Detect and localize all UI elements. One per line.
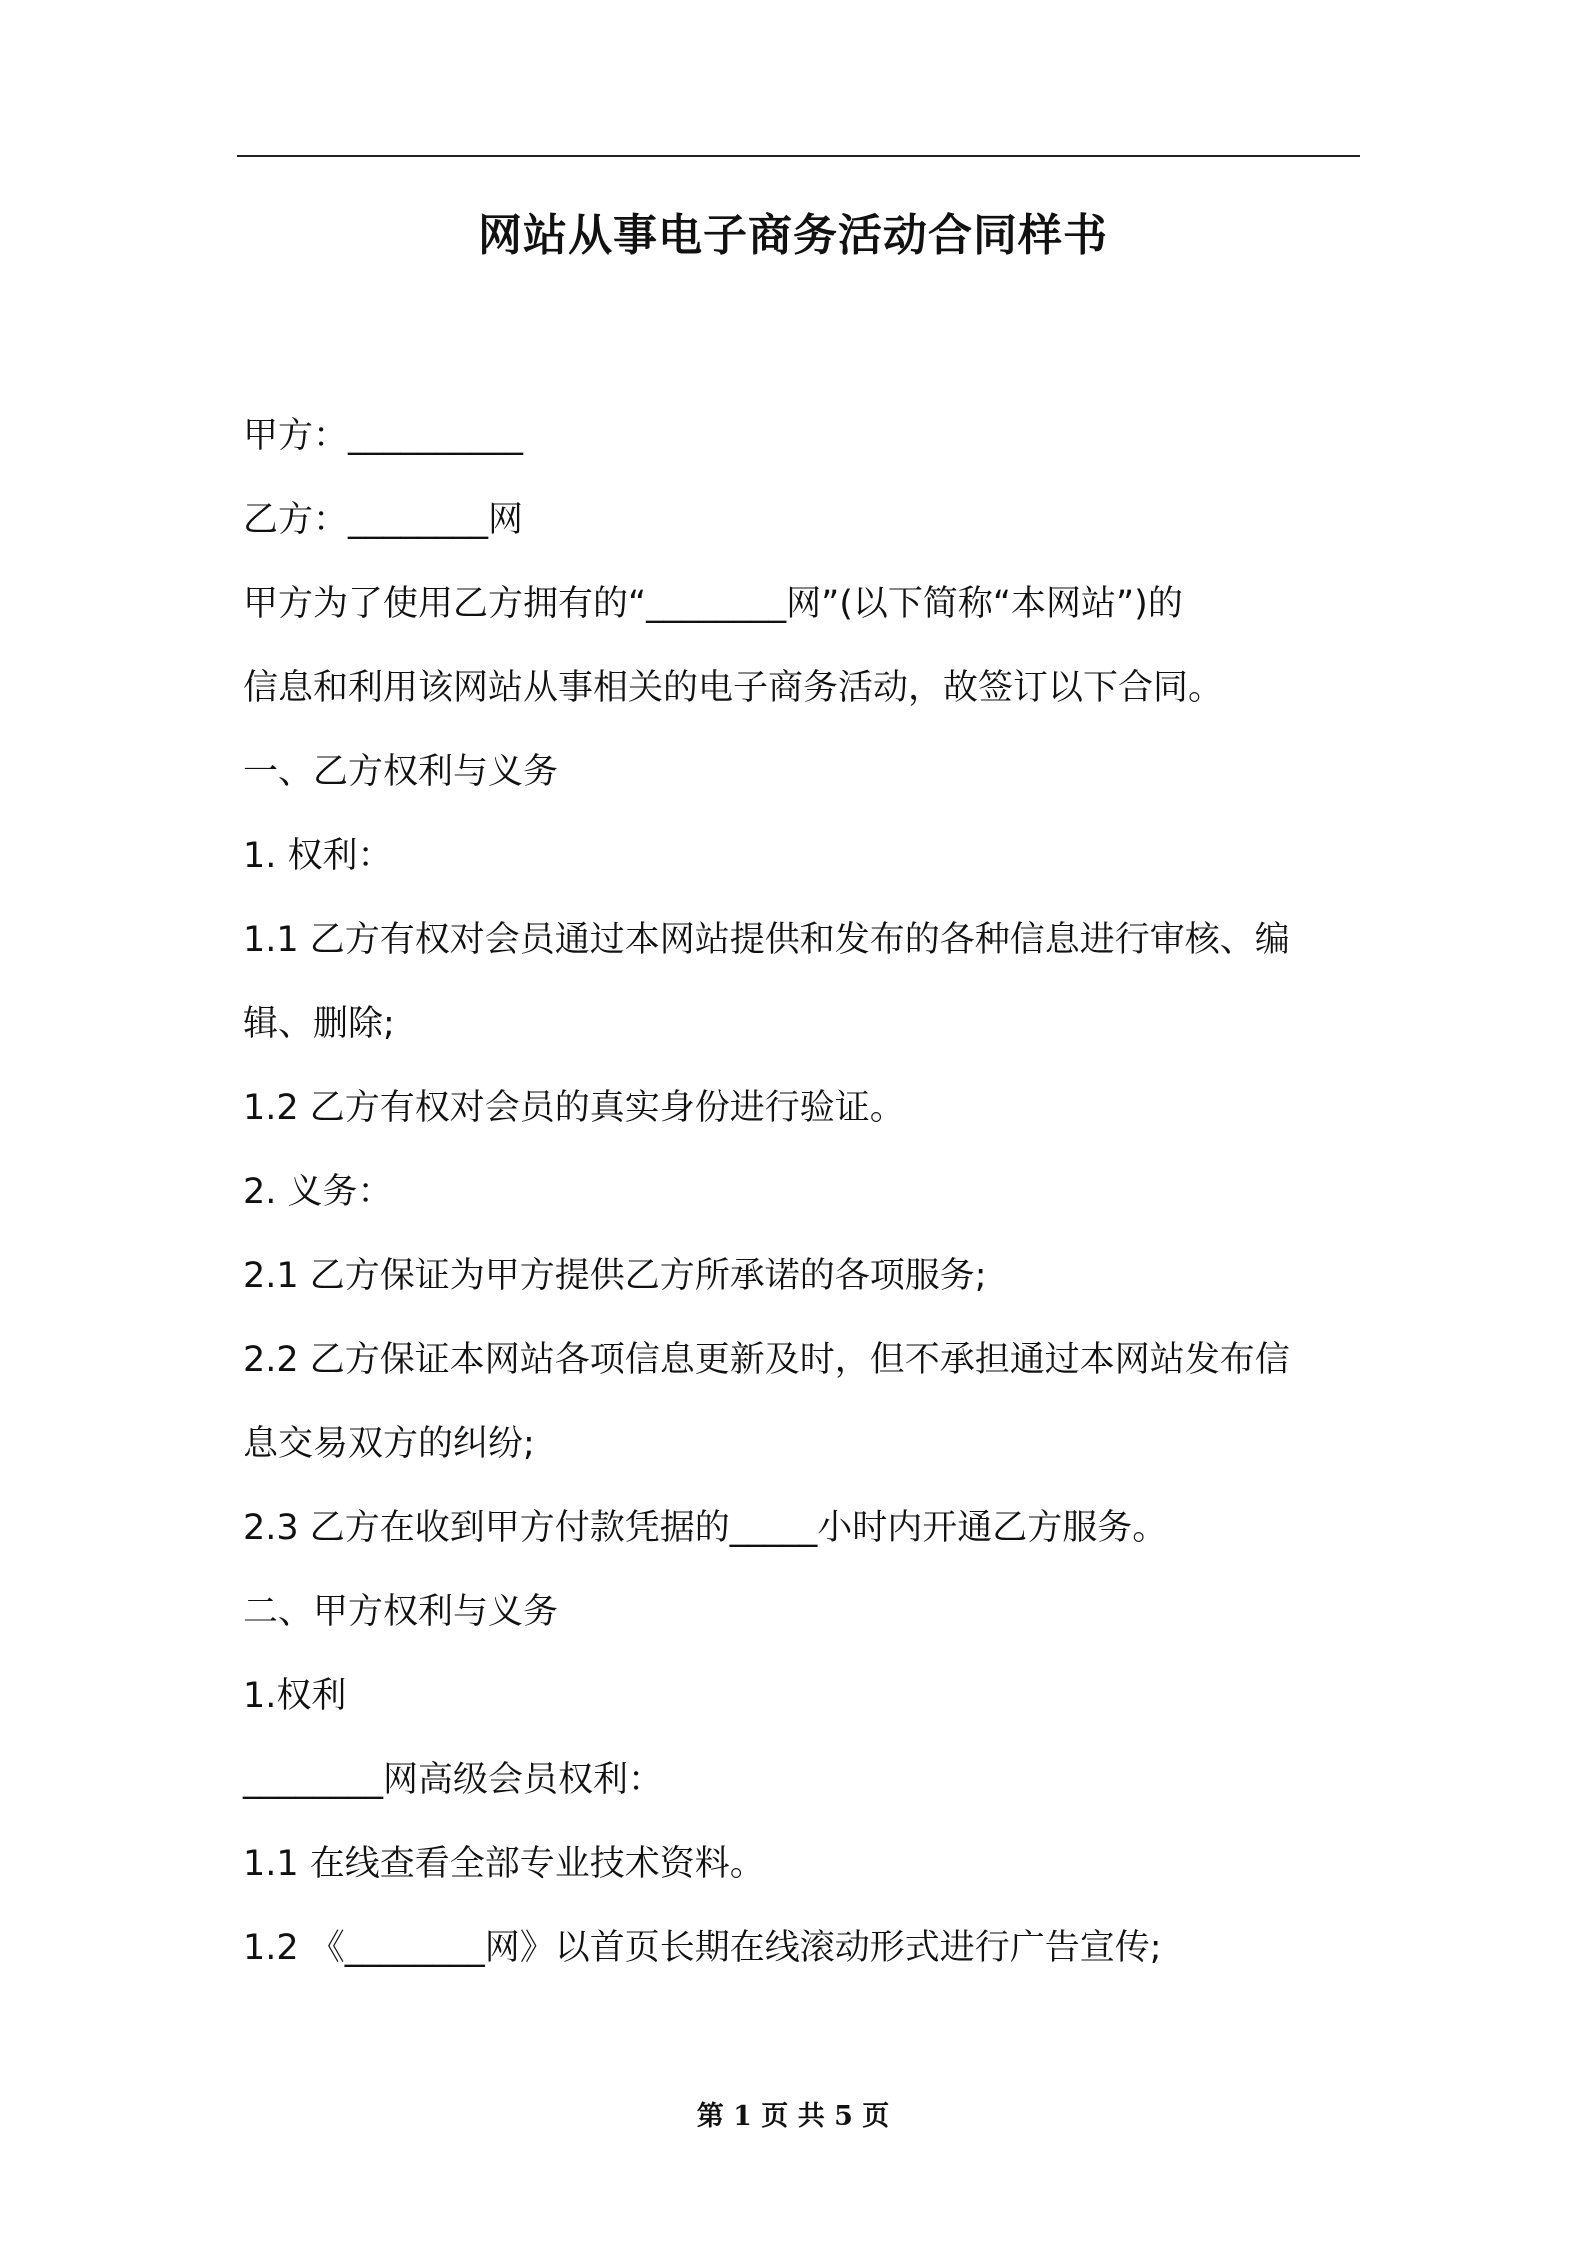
clause-heading: 2. 义务： xyxy=(243,1172,393,1212)
clause-line: 1.1 在线查看全部专业技术资料。 xyxy=(243,1844,765,1884)
clause-line: 1.2 《________网》以首页长期在线滚动形式进行广告宣传; xyxy=(243,1928,1162,1968)
party-a-line: 甲方：__________ xyxy=(243,416,524,456)
clause-line: 2.1 乙方保证为甲方提供乙方所承诺的各项服务; xyxy=(243,1256,987,1296)
clause-heading: 1.权利 xyxy=(243,1676,347,1716)
clause-line: 息交易双方的纠纷; xyxy=(243,1424,535,1464)
clause-line: 辑、删除; xyxy=(243,1004,395,1044)
clause-line: 1.2 乙方有权对会员的真实身份进行验证。 xyxy=(243,1088,905,1128)
preamble-line-2: 信息和利用该网站从事相关的电子商务活动，故签订以下合同。 xyxy=(243,668,1224,708)
page-number-footer: 第 1 页 共 5 页 xyxy=(696,2101,890,2132)
clause-line: 2.2 乙方保证本网站各项信息更新及时，但不承担通过本网站发布信 xyxy=(243,1340,1290,1380)
document-title: 网站从事电子商务活动合同样书 xyxy=(478,210,1108,261)
clause-line: 1.1 乙方有权对会员通过本网站提供和发布的各种信息进行审核、编 xyxy=(243,920,1290,960)
section-heading-2: 二、甲方权利与义务 xyxy=(243,1592,559,1632)
clause-line: ________网高级会员权利： xyxy=(243,1760,664,1800)
preamble-line-1: 甲方为了使用乙方拥有的“________网”(以下简称“本网站”)的 xyxy=(243,584,1183,624)
section-heading-1: 一、乙方权利与义务 xyxy=(243,752,559,792)
clause-line: 2.3 乙方在收到甲方付款凭据的_____小时内开通乙方服务。 xyxy=(243,1508,1168,1548)
header-rule xyxy=(237,155,1360,157)
clause-heading: 1. 权利： xyxy=(243,836,393,876)
party-b-line: 乙方：________网 xyxy=(243,500,524,540)
